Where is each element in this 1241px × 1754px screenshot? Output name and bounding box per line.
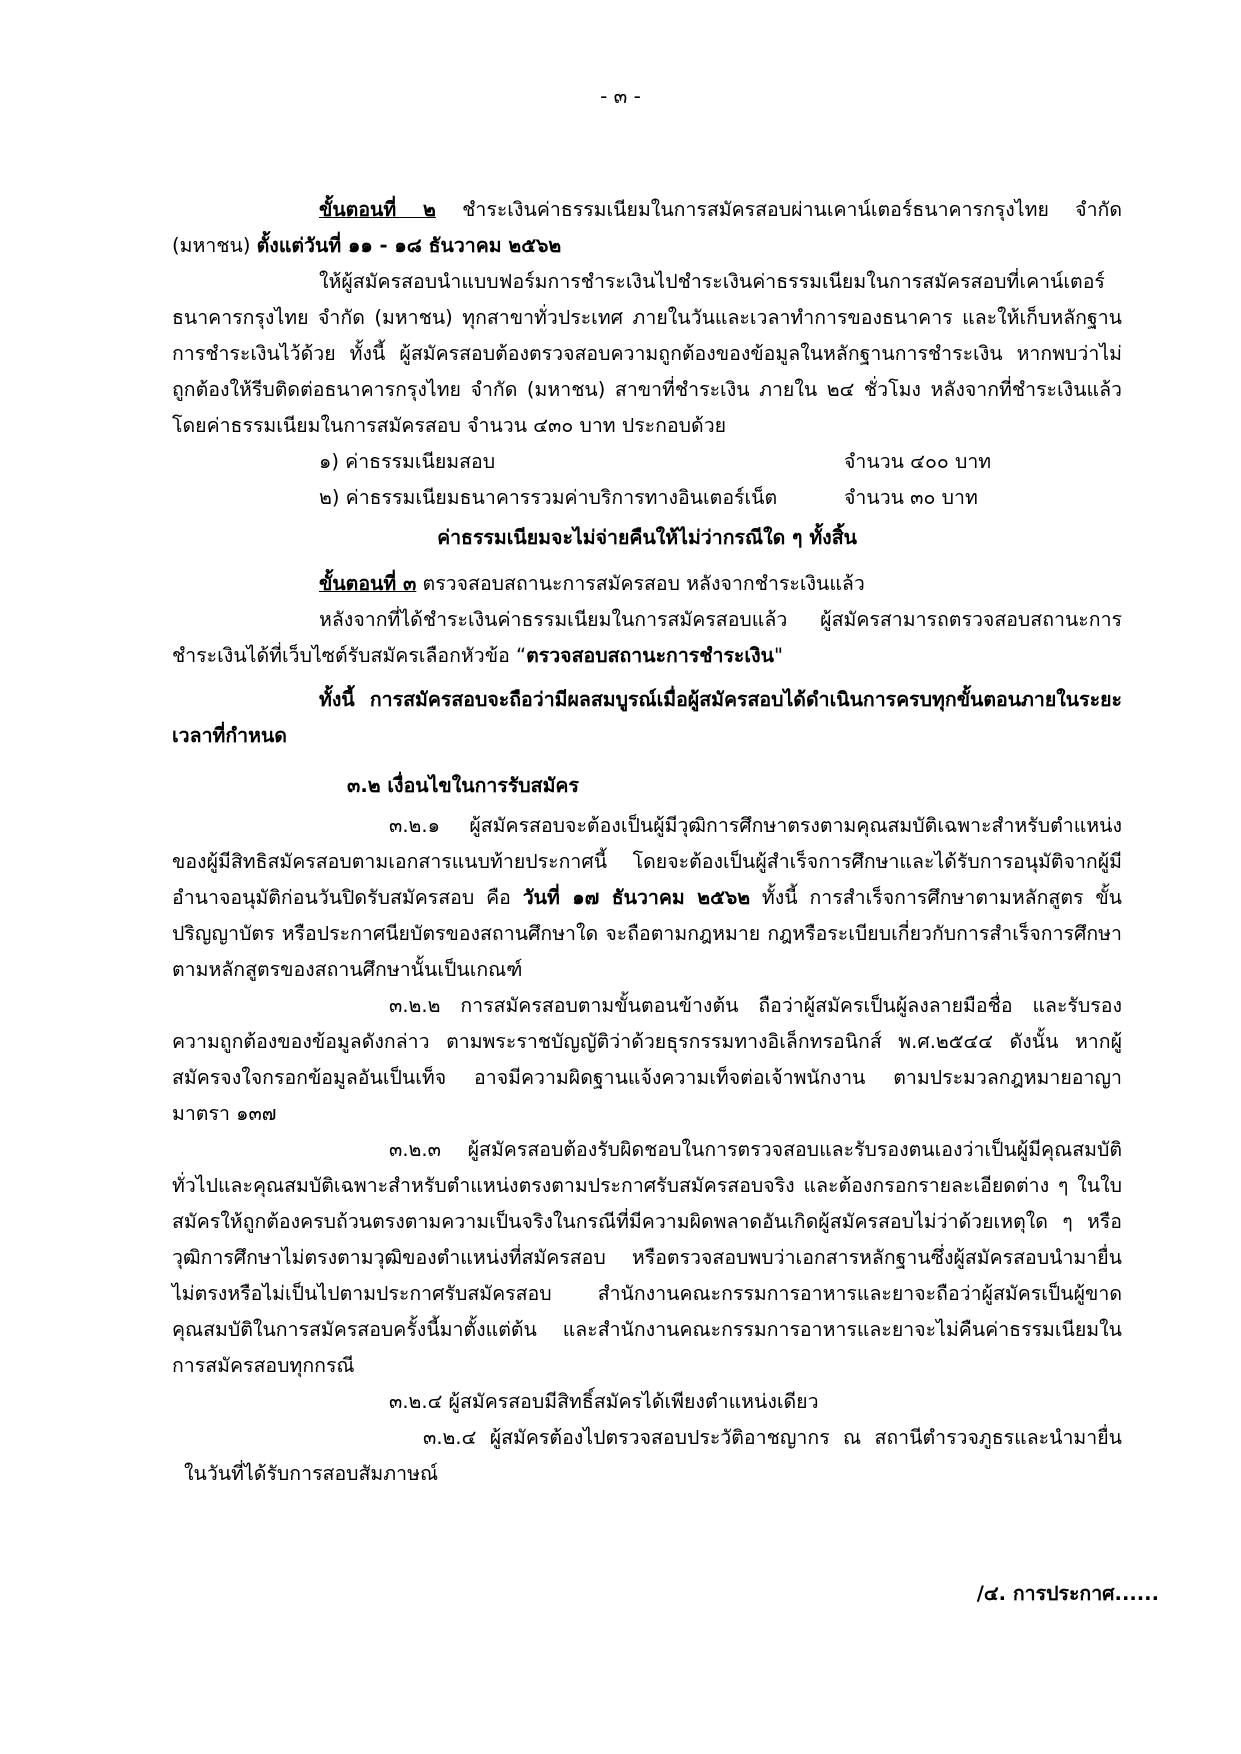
step3-paragraph — [172, 602, 1122, 674]
step3-para-a: หลังจากที่ได้ชำระเงินค่าธรรมเนียมในการสมัครสอบแล้ว ผู้สมัครสามารถตรวจสอบสถานะการชำระเงินได้ที่เว็บไซต์รับสมัครเลือกหัวข้อ “ — [172, 608, 1122, 667]
page-number: - ๓ - — [600, 84, 641, 108]
condition-3: ๓.๒.๓ ผู้สมัครสอบต้องรับผิดชอบในการตรวจสอบและรับรองตนเองว่าเป็นผู้มีคุณสมบัติทั่วไปและคุณสมบัติเฉพาะสำหรับตำแหน่งตรงตามประกาศรับสมัครสอบจริง และต้องกรอกรายละเอียดต่าง ๆ ในใบสมัครให้ถูกต้องครบถ้วนตรงตามความเป็นจริงในกรณีที่มีความผิดพลาดอันเกิดผู้สมัครสอบไม่ว่าด้วยเหตุใด ๆ หรือวุฒิการศึกษาไม่ตรงตามวุฒิของตำแหน่งที่สมัครสอบ หรือตรวจสอบพบว่าเอกสารหลักฐานซึ่งผู้สมัครสอบนำมายื่นไม่ตรงหรือไม่เป็นไปตามประกาศรับสมัครสอบ สำนักงานคณะกรรมการอาหารและยาจะถือว่าผู้สมัครเป็นผู้ขาดคุณสมบัติในการสมัครสอบครั้งนี้มาตั้งแต่ต้น และสำนักงานคณะกรรมการอาหารและยาจะไม่คืนค่าธรรมเนียมในการสมัครสอบทุกกรณี — [172, 1138, 1122, 1377]
completion-notice — [172, 682, 1122, 754]
completion-text: ทั้งนี้ การสมัครสอบจะถือว่ามีผลสมบูรณ์เมื่อผู้สมัครสอบได้ดำเนินการครบทุกขั้นตอนภายในระยะเวลาที่กำหนด — [172, 688, 1122, 747]
no-refund-notice: ค่าธรรมเนียมจะไม่จ่ายคืนให้ไม่ว่ากรณีใด ๆ ทั้งสิ้น — [437, 526, 857, 549]
condition-2: ๓.๒.๒ การสมัครสอบตามขั้นตอนข้างต้น ถือว่าผู้สมัครเป็นผู้ลงลายมือชื่อ และรับรองความถูกต้องของข้อมูลดังกล่าว ตามพระราชบัญญัติว่าด้วยธุรกรรมทางอิเล็กทรอนิกส์ พ.ศ.๒๕๔๔ ดังนั้น หากผู้สมัครจงใจกรอกข้อมูลอันเป็นเท็จ อาจมีความผิดฐานแจ้งความเท็จต่อเจ้าพนักงาน ตามประมวลกฎหมายอาญามาตรา ๑๓๗ — [172, 994, 1122, 1125]
condition-1-a: ๓.๒.๑ ผู้สมัครสอบจะต้องเป็นผู้มีวุฒิการศึกษาตรงตามคุณสมบัติเฉพาะสำหรับตำแหน่งของผู้มีสิทธิสมัครสอบตามเอกสารแนบท้ายประกาศนี้ โดยจะต้องเป็นผู้สำเร็จการศึกษาและได้รับการอนุมัติจากผู้มีอำนาจอนุมัติก่อนวันปิดรับสมัครสอบ คือ — [172, 814, 1122, 909]
step3-para-b: " — [773, 644, 783, 667]
fee-amount: จำนวน ๔๐๐ บาท — [844, 450, 992, 473]
section-title: ๓.๒ เงื่อนไขในการรับสมัคร — [347, 774, 579, 797]
step2-text: ชำระเงินค่าธรรมเนียมในการสมัครสอบผ่านเคาน์เตอร์ธนาคารกรุงไทย จำกัด (มหาชน) — [172, 198, 1122, 257]
step3-label: ขั้นตอนที่ ๓ — [319, 572, 417, 595]
document-body — [172, 192, 1122, 1492]
step2-label: ขั้นตอนที่ ๒ — [319, 198, 436, 221]
condition-1-b: ทั้งนี้ การสำเร็จการศึกษาตามหลักสูตร ขั้นปริญญาบัตร หรือประกาศนียบัตรของสถานศึกษาใด จะถือตามกฎหมาย กฎหรือระเบียบเกี่ยวกับการสำเร็จการศึกษาตามหลักสูตรของสถานศึกษานั้นเป็นเกณฑ์ — [172, 886, 1122, 981]
continuation-note: /๔. การประกาศ...... — [976, 1582, 1159, 1605]
fee-item: ๒) ค่าธรรมเนียมธนาคารรวมค่าบริการทางอินเตอร์เน็ต — [319, 486, 778, 509]
step2-heading — [172, 192, 1122, 264]
step3-heading — [172, 566, 1122, 602]
condition-1 — [172, 808, 1122, 988]
condition-5: ๓.๒.๔ ผู้สมัครต้องไปตรวจสอบประวัติอาชญากร ณ สถานีตำรวจภูธรและนำมายื่นในวันที่ได้รับการสอบสัมภาษณ์ — [184, 1426, 1122, 1485]
condition-1-date: วันที่ ๑๗ ธันวาคม ๒๕๖๒ — [522, 886, 751, 909]
step2-paragraph: ให้ผู้สมัครสอบนำแบบฟอร์มการชำระเงินไปชำระเงินค่าธรรมเนียมในการสมัครสอบที่เคาน์เตอร์ธนาคารกรุงไทย จำกัด (มหาชน) ทุกสาขาทั่วประเทศ ภายในวันและเวลาทำการของธนาคาร และให้เก็บหลักฐานการชำระเงินไว้ด้วย ทั้งนี้ ผู้สมัครสอบต้องตรวจสอบความถูกต้องของข้อมูลในหลักฐานการชำระเงิน หากพบว่าไม่ถูกต้องให้รีบติดต่อธนาคารกรุงไทย จำกัด (มหาชน) สาขาที่ชำระเงิน ภายใน ๒๔ ชั่วโมง หลังจากที่ชำระเงินแล้ว โดยค่าธรรมเนียมในการสมัครสอบ จำนวน ๔๓๐ บาท ประกอบด้วย — [172, 270, 1122, 437]
step3-para-bold: ตรวจสอบสถานะการชำระเงิน — [526, 644, 774, 667]
fee-row — [172, 480, 1122, 516]
fee-amount: จำนวน ๓๐ บาท — [844, 486, 978, 509]
step3-text: ตรวจสอบสถานะการสมัครสอบ หลังจากชำระเงินแล้ว — [416, 572, 865, 595]
fee-row — [172, 444, 1122, 480]
condition-4: ๓.๒.๔ ผู้สมัครสอบมีสิทธิ์สมัครได้เพียงตำแหน่งเดียว — [389, 1390, 819, 1413]
step2-date: ตั้งแต่วันที่ ๑๑ - ๑๘ ธันวาคม ๒๕๖๒ — [256, 234, 562, 257]
fee-item: ๑) ค่าธรรมเนียมสอบ — [319, 450, 496, 473]
